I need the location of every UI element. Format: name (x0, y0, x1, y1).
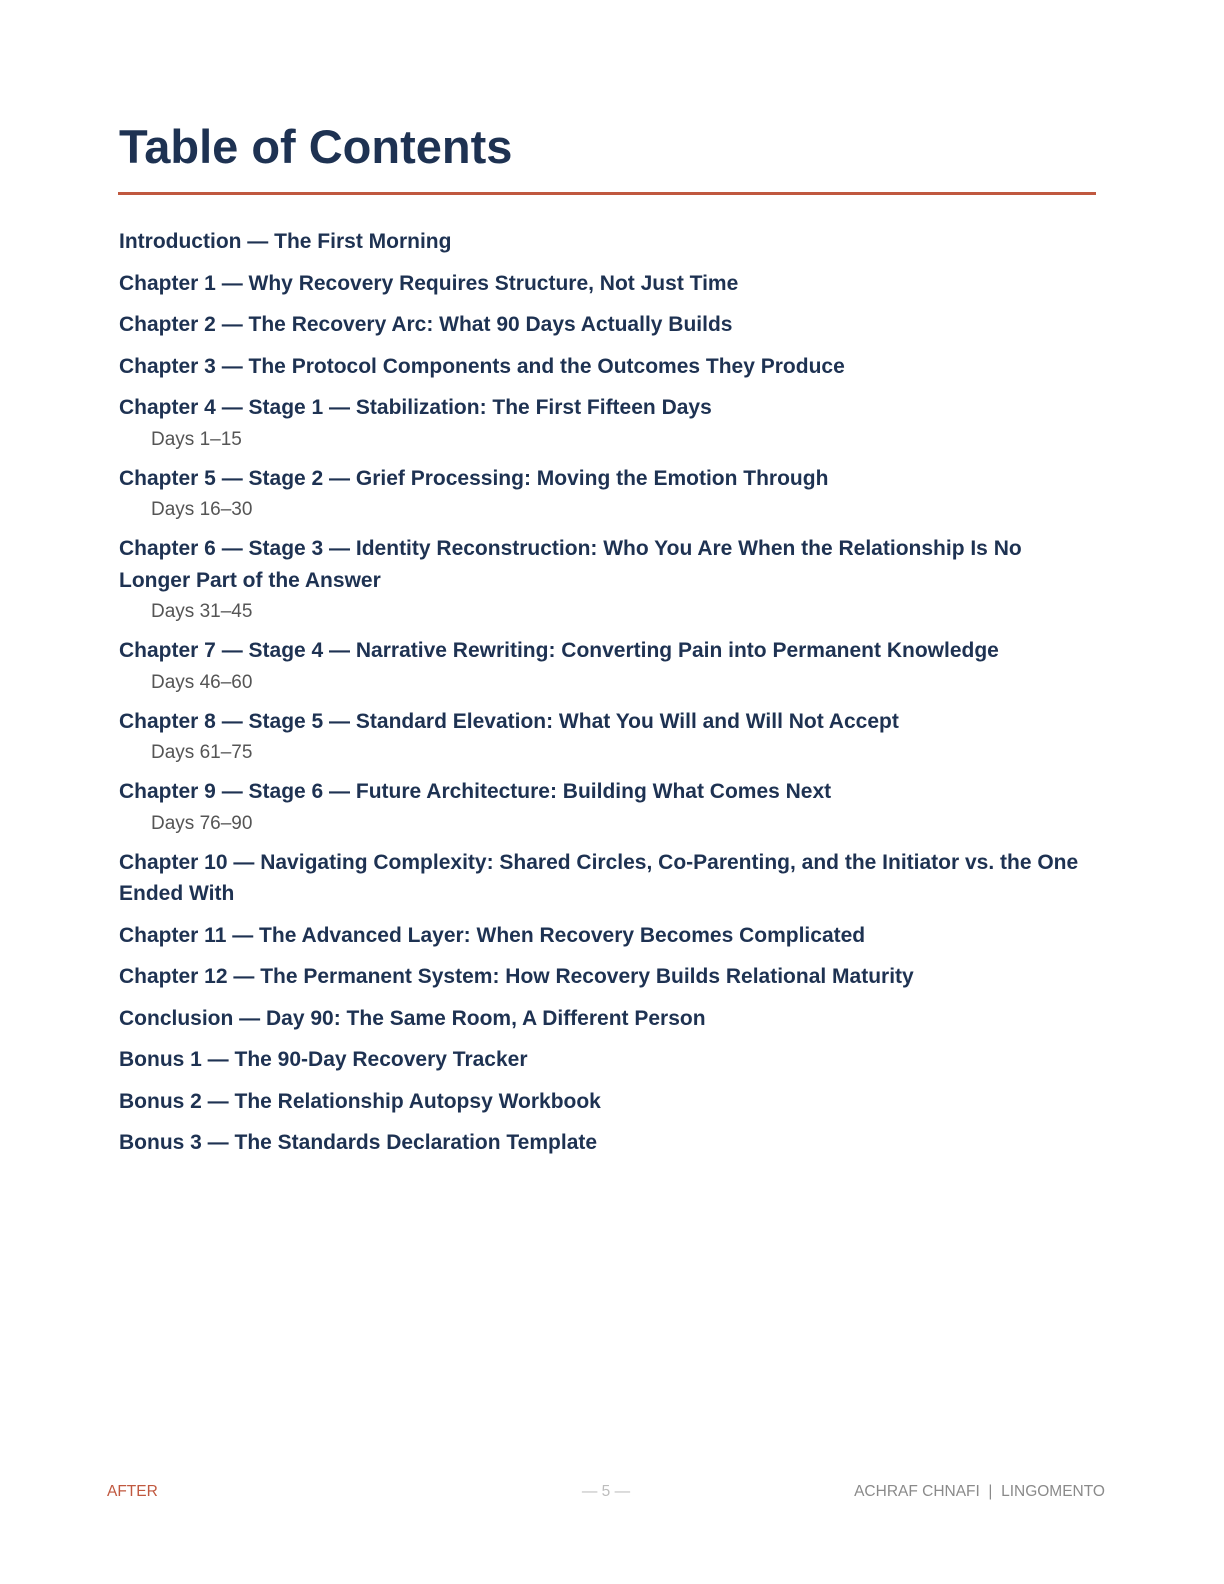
toc-entry[interactable]: Chapter 8 — Stage 5 — Standard Elevation: What You Will and Will Not Accept (119, 709, 899, 733)
toc-entry-days: Days 46–60 (151, 671, 253, 693)
toc-entry[interactable]: Conclusion — Day 90: The Same Room, A Different Person (119, 1006, 706, 1030)
toc-entry[interactable]: Chapter 7 — Stage 4 — Narrative Rewriting: Converting Pain into Permanent Knowledge (119, 639, 999, 662)
toc-entry[interactable]: Chapter 3 — The Protocol Components and the Outcomes They Produce (119, 354, 845, 378)
toc-entry[interactable]: Chapter 9 — Stage 6 — Future Architecture: Building What Comes Next (119, 780, 832, 803)
toc-entry[interactable]: Chapter 6 — Stage 3 — Identity Reconstruction: Who You Are When the Relationship Is No Longer Part of the Answer (119, 537, 1022, 592)
footer-book-title: AFTER (107, 1483, 158, 1500)
title-divider (118, 192, 1096, 195)
toc-entry[interactable]: Chapter 10 — Navigating Complexity: Shared Circles, Co-Parenting, and the Initiator vs. the One Ended With (119, 850, 1079, 905)
toc-entry[interactable]: Chapter 4 — Stage 1 — Stabilization: The First Fifteen Days (119, 396, 712, 419)
toc-list (119, 226, 1084, 1169)
toc-entry-days: Days 16–30 (151, 499, 253, 520)
footer-author: ACHRAF CHNAFI | LINGOMENTO (854, 1483, 1105, 1500)
toc-entry[interactable]: Chapter 5 — Stage 2 — Grief Processing: Moving the Emotion Through (119, 466, 829, 490)
toc-entry[interactable]: Chapter 11 — The Advanced Layer: When Recovery Becomes Complicated (119, 923, 866, 947)
toc-entry[interactable]: Bonus 3 — The Standards Declaration Template (119, 1131, 598, 1154)
footer-page-number: — 5 — (581, 1483, 631, 1500)
toc-entry-days: Days 76–90 (151, 812, 253, 834)
toc-entry[interactable]: Chapter 2 — The Recovery Arc: What 90 Days Actually Builds (119, 313, 733, 336)
toc-entry-days: Days 1–15 (151, 428, 242, 450)
toc-entry-days: Days 61–75 (151, 742, 253, 763)
toc-entry[interactable]: Chapter 1 — Why Recovery Requires Structure, Not Just Time (119, 271, 739, 295)
toc-entry[interactable]: Chapter 12 — The Permanent System: How Recovery Builds Relational Maturity (119, 965, 914, 988)
toc-entry[interactable]: Introduction — The First Morning (119, 230, 452, 253)
toc-entry[interactable]: Bonus 1 — The 90-Day Recovery Tracker (119, 1048, 528, 1071)
toc-entry[interactable]: Bonus 2 — The Relationship Autopsy Workbook (119, 1089, 601, 1113)
toc-entry-days: Days 31–45 (151, 601, 253, 622)
page-title: Table of Contents (119, 120, 513, 173)
